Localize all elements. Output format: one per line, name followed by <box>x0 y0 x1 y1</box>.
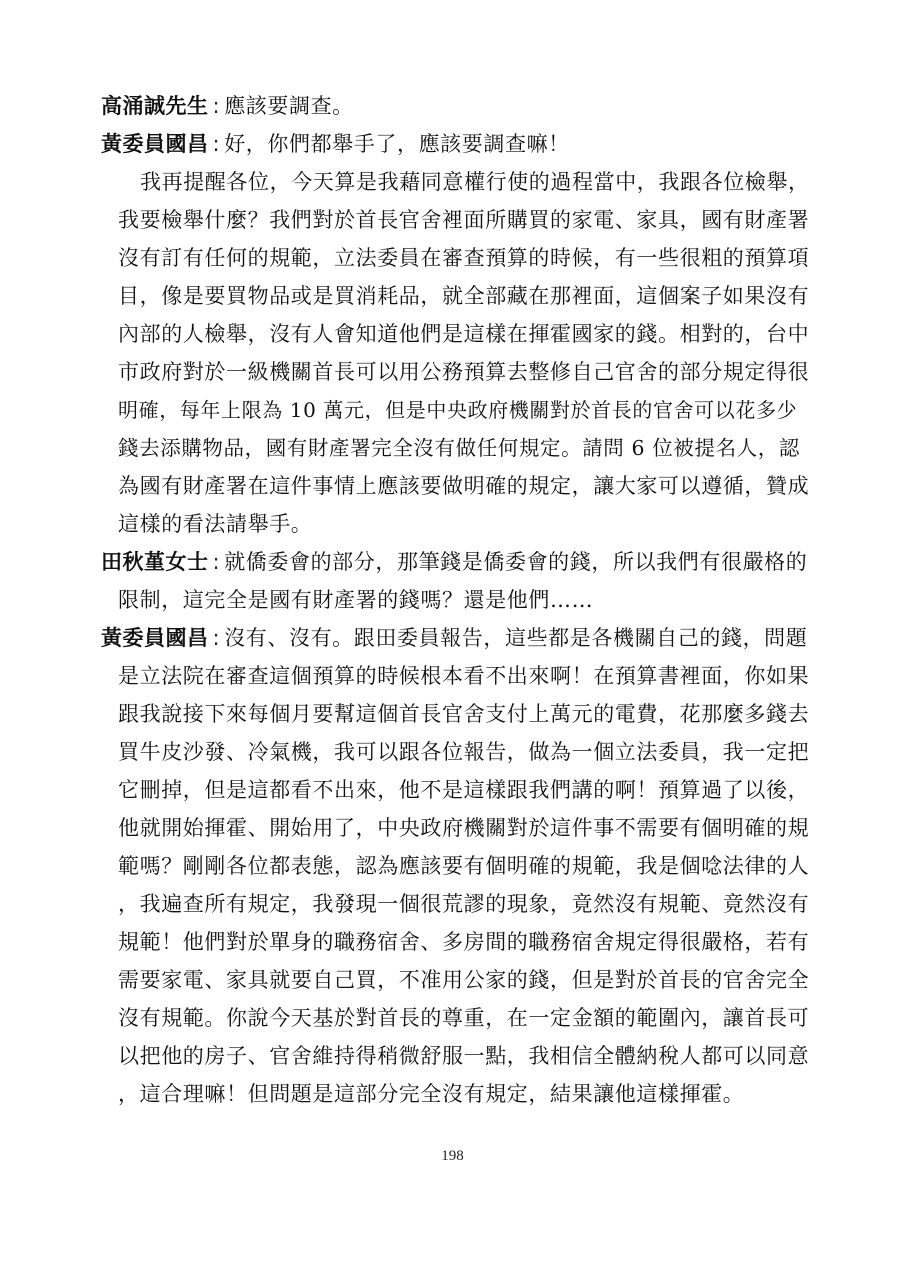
paragraph-line: 這樣的看法請舉手。 <box>118 512 313 536</box>
speaker-name: 田秋堇女士 <box>101 550 209 574</box>
paragraph-line: 以把他的房子、官舍維持得稍微舒服一點，我相信全體納稅人都可以同意 <box>118 1044 810 1068</box>
paragraph-line: 跟我說接下來每個月要幫這個首長官舍支付上萬元的電費，花那麼多錢去 <box>118 702 810 726</box>
speaker-separator: : <box>212 626 221 650</box>
paragraph-line: 買牛皮沙發、冷氣機，我可以跟各位報告，做為一個立法委員，我一定把 <box>118 740 810 764</box>
paragraph-line: ，我遍查所有規定，我發現一個很荒謬的現象，竟然沒有規範、竟然沒有 <box>118 892 810 916</box>
paragraph-line: ，這合理嘛！但問題是這部分完全沒有規定，結果讓他這樣揮霍。 <box>118 1082 745 1106</box>
speech-text: 應該要調查。 <box>224 94 354 118</box>
paragraph-line: 為國有財產署在這件事情上應該要做明確的規定，讓大家可以遵循，贊成 <box>118 474 810 498</box>
paragraph-line: 我再提醒各位，今天算是我藉同意權行使的過程當中，我跟各位檢舉， <box>140 170 810 194</box>
paragraph-line: 需要家電、家具就要自己買，不准用公家的錢，但是對於首長的官舍完全 <box>118 968 810 992</box>
page-number: 198 <box>441 1148 464 1164</box>
speaker-line <box>101 548 807 576</box>
paragraph-line: 範嗎？剛剛各位都表態，認為應該要有個明確的規範，我是個唸法律的人 <box>118 854 810 878</box>
speaker-line <box>101 624 807 652</box>
paragraph-line: 他就開始揮霍、開始用了，中央政府機關對於這件事不需要有個明確的規 <box>118 816 810 840</box>
paragraph-line: 沒有訂有任何的規範，立法委員在審查預算的時候，有一些很粗的預算項 <box>118 246 810 270</box>
speech-text: 好，你們都舉手了，應該要調查嘛！ <box>224 132 570 156</box>
speaker-name: 高涌誠先生 <box>101 94 209 118</box>
speaker-separator: : <box>212 94 221 118</box>
paragraph-line: 內部的人檢舉，沒有人會知道他們是這樣在揮霍國家的錢。相對的，台中 <box>118 322 810 346</box>
speaker-separator: : <box>212 132 221 156</box>
speech-text: 就僑委會的部分，那筆錢是僑委會的錢，所以我們有很嚴格的 <box>224 550 808 574</box>
paragraph-line: 錢去添購物品，國有財產署完全沒有做任何規定。請問 6 位被提名人，認 <box>118 436 800 460</box>
paragraph-line: 沒有規範。你說今天基於對首長的尊重，在一定金額的範圍內，讓首長可 <box>118 1006 810 1030</box>
speaker-line <box>101 92 354 120</box>
paragraph-line: 目，像是要買物品或是買消耗品，就全部藏在那裡面，這個案子如果沒有 <box>118 284 810 308</box>
speaker-line <box>101 130 570 158</box>
speech-text: 沒有、沒有。跟田委員報告，這些都是各機關自己的錢，問題 <box>224 626 808 650</box>
paragraph-line: 我要檢舉什麼？我們對於首長官舍裡面所購買的家電、家具，國有財產署 <box>118 208 810 232</box>
paragraph-line: 規範！他們對於單身的職務宿舍、多房間的職務宿舍規定得很嚴格，若有 <box>118 930 810 954</box>
paragraph-line: 明確，每年上限為 10 萬元，但是中央政府機關對於首長的官舍可以花多少 <box>118 398 798 422</box>
paragraph-line: 是立法院在審查這個預算的時候根本看不出來啊！在預算書裡面，你如果 <box>118 664 810 688</box>
paragraph-line: 市政府對於一級機關首長可以用公務預算去整修自己官舍的部分規定得很 <box>118 360 810 384</box>
paragraph-line: 限制，這完全是國有財產署的錢嗎？還是他們…… <box>118 588 594 612</box>
speaker-name: 黃委員國昌 <box>101 132 209 156</box>
speaker-separator: : <box>212 550 221 574</box>
speaker-name: 黃委員國昌 <box>101 626 209 650</box>
paragraph-line: 它刪掉，但是這都看不出來，他不是這樣跟我們講的啊！預算過了以後， <box>118 778 810 802</box>
